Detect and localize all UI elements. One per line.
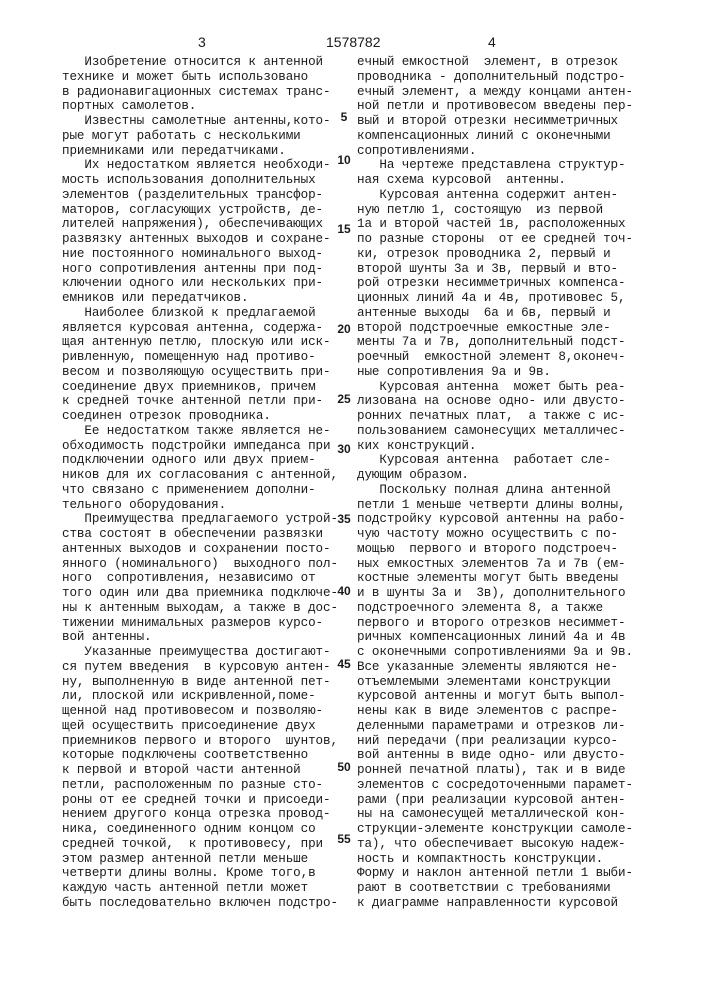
text-line: весом и позволяющую осуществить при- [62,365,352,380]
text-line: второй шунты 3а и 3в, первый и вто- [357,262,667,277]
paragraph [357,55,667,158]
paragraph [62,306,352,424]
left-column [62,55,352,911]
text-line: ства состоят в обеспечении развязки [62,527,352,542]
text-line: ные сопротивления 9а и 9в. [357,365,667,380]
text-line: что связано с применением дополни- [62,483,352,498]
text-line: петли 1 меньше четверти длины волны, [357,498,667,513]
text-line: ны к антенным выходам, а также в дос- [62,601,352,616]
text-line: ечный емкостной элемент, в отрезок [357,55,667,70]
text-line: по разные стороны от ее средней точ- [357,232,667,247]
text-line: Курсовая антенна работает сле- [357,453,667,468]
text-line: портных самолетов. [62,99,352,114]
patent-number: 1578782 [326,34,381,50]
text-line: струкции-элементе конструкции самоле- [357,822,667,837]
text-line: ников для их согласования с антенной, [62,468,352,483]
margin-line-number: 10 [334,153,354,167]
text-line: Ее недостатком также является не- [62,424,352,439]
text-line: тельного оборудования. [62,498,352,513]
text-line: ного сопротивления антенны при под- [62,262,352,277]
margin-line-number: 45 [334,657,354,671]
text-line: того один или два приемника подключе- [62,586,352,601]
paragraph [62,512,352,645]
text-line: рые могут работать с несколькими [62,129,352,144]
text-line: технике и может быть использовано [62,70,352,85]
text-line: четверти длины волны. Кроме того,в [62,866,352,881]
text-line: быть последовательно включен подстро- [62,896,352,911]
text-line: вой антенны. [62,630,352,645]
text-line: приемников первого и второго шунтов, [62,734,352,749]
text-line: элементов с сосредоточенными парамет- [357,778,667,793]
text-line: подстроечного элемента 8, а также [357,601,667,616]
paragraph [62,114,352,158]
text-line: ны на самонесущей металлической кон- [357,807,667,822]
text-line: рами (при реализации курсовой антен- [357,793,667,808]
margin-line-number: 25 [334,392,354,406]
text-line: и в шунты 3а и 3в), дополнительного [357,586,667,601]
text-line: вый и второй отрезки несимметричных [357,114,667,129]
text-line: соединен отрезок проводника. [62,409,352,424]
text-line: подключении одного или двух прием- [62,453,352,468]
text-line: антенные выходы 6а и 6в, первый и [357,306,667,321]
text-line: первого и второго отрезков несиммет- [357,616,667,631]
text-line: соединение двух приемников, причем [62,380,352,395]
paragraph [62,424,352,513]
text-line: развязку антенных выходов и сохране- [62,232,352,247]
text-line: нены как в виде элементов с распре- [357,704,667,719]
paragraph [357,380,667,454]
text-line: ечный элемент, а между концами антен- [357,85,667,100]
text-line: ся путем введения в курсовую антен- [62,660,352,675]
text-line: ного сопротивления, независимо от [62,571,352,586]
text-line: Изобретение относится к антенной [62,55,352,70]
text-line: в радионавигационных системах транс- [62,85,352,100]
margin-line-number: 15 [334,222,354,236]
text-line: Поскольку полная длина антенной [357,483,667,498]
text-line: роны от ее средней точки и присоеди- [62,793,352,808]
text-line: тижении минимальных размеров курсо- [62,616,352,631]
text-line: Наиболее близкой к предлагаемой [62,306,352,321]
text-line: маторов, согласующих устройств, де- [62,203,352,218]
text-line: менты 7а и 7в, дополнительный подст- [357,335,667,350]
text-line: Курсовая антенна содержит антен- [357,188,667,203]
text-line: к средней точке антенной петли при- [62,394,352,409]
text-line: ние постоянного номинального выход- [62,247,352,262]
text-line: проводника - дополнительный подстро- [357,70,667,85]
text-line: рают в соответствии с требованиями [357,881,667,896]
text-line: дующим образом. [357,468,667,483]
text-line: этом размер антенной петли меньше [62,852,352,867]
margin-line-number: 40 [334,584,354,598]
margin-line-number: 5 [334,110,354,124]
text-line: лизована на основе одно- или двусто- [357,394,667,409]
text-line: курсовой антенны и могут быть выпол- [357,689,667,704]
text-line: к диаграмме направленности курсовой [357,896,667,911]
text-line: приемниками или передатчиками. [62,144,352,159]
text-line: щенной над противовесом и позволяю- [62,704,352,719]
text-line: щая антенную петлю, плоскую или иск- [62,335,352,350]
text-line: элементов (разделительных трансфор- [62,188,352,203]
text-line: ких конструкций. [357,439,667,454]
text-line: На чертеже представлена структур- [357,158,667,173]
text-line: вой антенны в виде одно- или двусто- [357,748,667,763]
text-line: Их недостатком является необходи- [62,158,352,173]
text-line: костные элементы могут быть введены [357,571,667,586]
text-line: щей осуществить присоединение двух [62,719,352,734]
text-line: мость использования дополнительных [62,173,352,188]
text-line: нением другого конца отрезка провод- [62,807,352,822]
text-line: ционных линий 4а и 4в, противовес 5, [357,291,667,306]
margin-line-number: 35 [334,512,354,526]
text-line: компенсационных линий с оконечными [357,129,667,144]
text-line: обходимость подстройки импеданса при [62,439,352,454]
text-line: лителей напряжения), обеспечивающих [62,217,352,232]
text-line: подстройку курсовой антенны на рабо- [357,512,667,527]
paragraph [357,453,667,483]
text-line: является курсовая антенна, содержа- [62,321,352,336]
text-line: мощью первого и второго подстроеч- [357,542,667,557]
text-line: ной петли и противовесом введены пер- [357,99,667,114]
page-number-right: 4 [488,34,496,50]
text-line: ную петлю 1, состоящую из первой [357,203,667,218]
text-line: которые подключены соответственно [62,748,352,763]
text-line: та), что обеспечивает высокую надеж- [357,837,667,852]
paragraph [62,645,352,911]
margin-line-number: 55 [334,832,354,846]
text-line: ли, плоской или искривленной,поме- [62,689,352,704]
text-line: ключении одного или нескольких при- [62,276,352,291]
text-line: отъемлемыми элементами конструкции [357,675,667,690]
text-line: роечный емкостной элемент 8,оконеч- [357,350,667,365]
margin-line-number: 20 [334,322,354,336]
text-line: янного (номинального) выходного пол- [62,557,352,572]
text-line: к первой и второй части антенной [62,763,352,778]
text-line: ривленную, помещенную над противо- [62,350,352,365]
text-line: емников или передатчиков. [62,291,352,306]
text-line: Все указанные элементы являются не- [357,660,667,675]
text-line: ки, отрезок проводника 2, первый и [357,247,667,262]
text-line: чую частоту можно осуществить с по- [357,527,667,542]
text-line: рой отрезки несимметричных компенса- [357,276,667,291]
margin-line-number: 50 [334,760,354,774]
paragraph [62,158,352,306]
right-column [357,55,667,911]
text-line: ная схема курсовой антенны. [357,173,667,188]
text-line: средней точкой, к противовесу, при [62,837,352,852]
text-line: петли, расположенным по разные сто- [62,778,352,793]
paragraph [357,188,667,380]
text-line: Курсовая антенна может быть реа- [357,380,667,395]
text-line: Указанные преимущества достигают- [62,645,352,660]
text-line: пользованием самонесущих металличес- [357,424,667,439]
text-line: деленными параметрами и отрезков ли- [357,719,667,734]
text-line: ных емкостных элементов 7а и 7в (ем- [357,557,667,572]
text-line: ний передачи (при реализации курсо- [357,734,667,749]
text-line: ронних печатных плат, а также с ис- [357,409,667,424]
text-line: Форму и наклон антенной петли 1 выби- [357,866,667,881]
text-line: ность и компактность конструкции. [357,852,667,867]
text-line: сопротивлениями. [357,144,667,159]
text-line: ну, выполненную в виде антенной пет- [62,675,352,690]
text-line: с оконечными сопротивлениями 9а и 9в. [357,645,667,660]
text-line: Известны самолетные антенны,кото- [62,114,352,129]
text-line: 1а и второй частей 1в, расположенных [357,217,667,232]
margin-line-number: 30 [334,442,354,456]
text-line: ника, соединенного одним концом со [62,822,352,837]
text-line: ронней печатной платы), так и в виде [357,763,667,778]
page-number-left: 3 [198,34,206,50]
text-line: ричных компенсационных линий 4а и 4в [357,630,667,645]
paragraph [62,55,352,114]
text-line: Преимущества предлагаемого устрой- [62,512,352,527]
text-line: второй подстроечные емкостные эле- [357,321,667,336]
paragraph [357,158,667,188]
text-line: каждую часть антенной петли может [62,881,352,896]
text-line: антенных выходов и сохранении посто- [62,542,352,557]
paragraph [357,483,667,911]
